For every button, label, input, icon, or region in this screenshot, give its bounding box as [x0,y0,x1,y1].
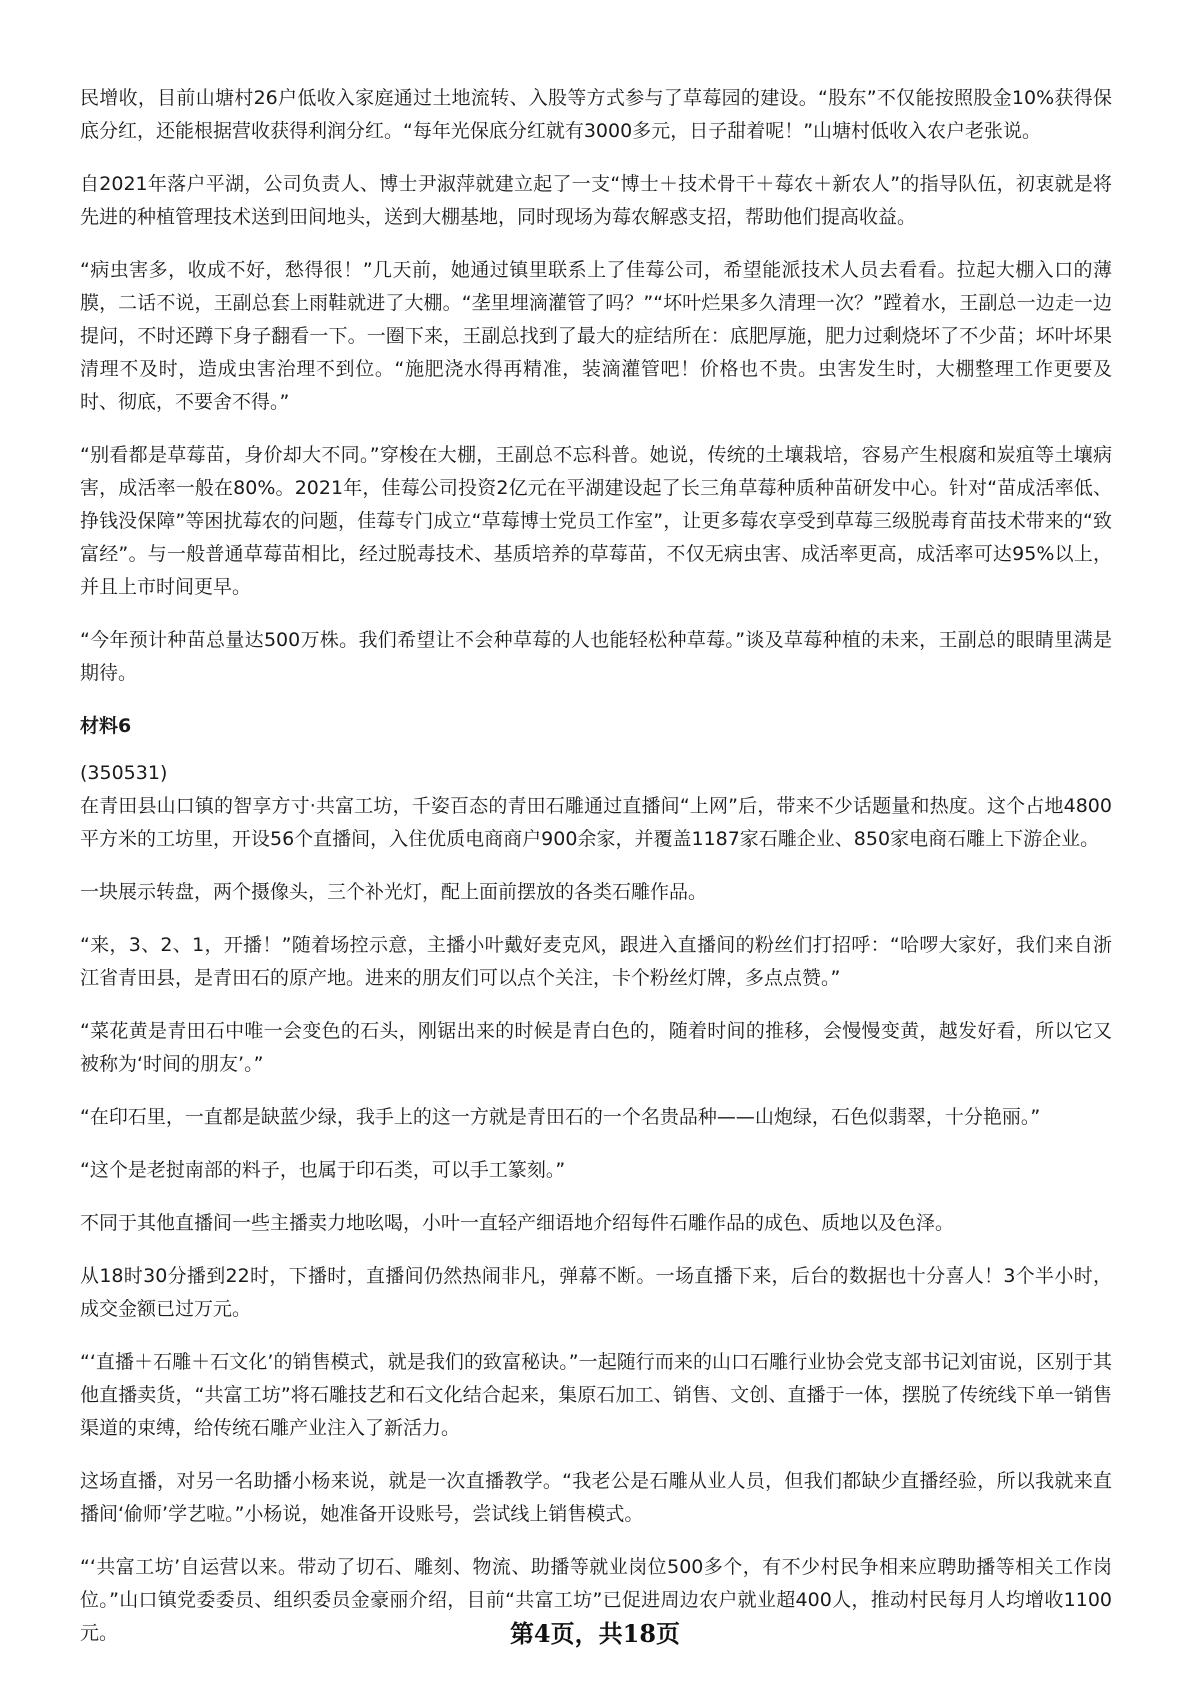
paragraph: “菜花黄是青田石中唯一会变色的石头，刚锯出来的时候是青白色的，随着时间的推移，会慢慢变黄，越发好看，所以它又被称为‘时间的朋友’。” [80,1020,1112,1075]
paragraph: 民增收，目前山塘村26户低收入家庭通过土地流转、入股等方式参与了草莓园的建设。“股东”不仅能按照股金10%获得保底分红，还能根据营收获得利润分红。“每年光保底分红就有3000多元，日子甜着呢！”山塘村低收入农户老张说。 [80,87,1112,142]
paragraph: “这个是老挝南部的料子，也属于印石类，可以手工篆刻。” [80,1159,566,1181]
paragraph: “别看都是草莓苗，身价却大不同。”穿梭在大棚，王副总不忘科普。她说，传统的土壤栽培，容易产生根腐和炭疽等土壤病害，成活率一般在80%。2021年，佳莓公司投资2亿元在平湖建设起了长三角草莓种质种苗研发中心。针对“苗成活率低、挣钱没保障”等困扰莓农的问题，佳莓专门成立“草莓博士党员工作室”，让更多莓农享受到草莓三级脱毒育苗技术带来的“致富经”。与一般普通草莓苗相比，经过脱毒技术、基质培养的草莓苗，不仅无病虫害、成活率更高，成活率可达95%以上，并且上市时间更早。 [80,444,1112,598]
paragraph: “‘共富工坊’自运营以来。带动了切石、雕刻、物流、助播等就业岗位500多个，有不少村民争相来应聘助播等相关工作岗位。”山口镇党委委员、组织委员金豪丽介绍，目前“共富工坊”已促进周边农户就业超400人，推动村民每月人均增收1100元。 [80,1556,1112,1644]
paragraph: “在印石里，一直都是缺蓝少绿，我手上的这一方就是青田石的一个名贵品种——山炮绿，石色似翡翠，十分艳丽。” [80,1106,1041,1128]
paragraph: 一块展示转盘，两个摄像头，三个补光灯，配上面前摆放的各类石雕作品。 [80,881,708,903]
paragraph: “来，3、2、1，开播！”随着场控示意，主播小叶戴好麦克风，跟进入直播间的粉丝们打招呼：“哈啰大家好，我们来自浙江省青田县，是青田石的原产地。进来的朋友们可以点个关注，卡个粉丝灯牌，多点点赞。” [80,934,1112,989]
paragraph: 在青田县山口镇的智享方寸·共富工坊，千姿百态的青田石雕通过直播间“上网”后，带来不少话题量和热度。这个占地4800平方米的工坊里，开设56个直播间，入住优质电商商户900余家，并覆盖1187家石雕企业、850家电商石雕上下游企业。 [80,795,1112,850]
paragraph: “病虫害多，收成不好，愁得很！”几天前，她通过镇里联系上了佳莓公司，希望能派技术人员去看看。拉起大棚入口的薄膜，二话不说，王副总套上雨鞋就进了大棚。“垄里埋滴灌管了吗？”“坏叶烂果多久清理一次？”蹚着水，王副总一边走一边提问，不时还蹲下身子翻看一下。一圈下来，王副总找到了最大的症结所在：底肥厚施，肥力过剩烧坏了不少苗；坏叶坏果清理不及时，造成虫害治理不到位。“施肥浇水得再精准，装滴灌管吧！价格也不贵。虫害发生时，大棚整理工作更要及时、彻底，不要舍不得。” [80,259,1112,413]
paragraph: 这场直播，对另一名助播小杨来说，就是一次直播教学。“我老公是石雕从业人员，但我们都缺少直播经验，所以我就来直播间‘偷师’学艺啦。”小杨说，她准备开设账号，尝试线上销售模式。 [80,1470,1112,1525]
paragraph: 从18时30分播到22时，下播时，直播间仍然热闹非凡，弹幕不断。一场直播下来，后台的数据也十分喜人！3个半小时，成交金额已过万元。 [80,1265,1112,1320]
material-heading: 材料6 [80,715,132,737]
page-number-footer: 第4页，共18页 [509,1619,681,1648]
paragraph: 自2021年落户平湖，公司负责人、博士尹淑萍就建立起了一支“博士＋技术骨干＋莓农＋新农人”的指导队伍，初衷就是将先进的种植管理技术送到田间地头，送到大棚基地，同时现场为莓农解惑支招，帮助他们提高收益。 [80,173,1112,228]
paragraph: 不同于其他直播间一些主播卖力地吆喝，小叶一直轻产细语地介绍每件石雕作品的成色、质地以及色泽。 [80,1212,955,1234]
paragraph: “‘直播＋石雕＋石文化’的销售模式，就是我们的致富秘诀。”一起随行而来的山口石雕行业协会党支部书记刘宙说，区别于其他直播卖货，“共富工坊”将石雕技艺和石文化结合起来，集原石加工、销售、文创、直播于一体，摆脱了传统线下单一销售渠道的束缚，给传统石雕产业注入了新活力。 [80,1351,1112,1439]
paragraph: “今年预计种苗总量达500万株。我们希望让不会种草莓的人也能轻松种草莓。”谈及草莓种植的未来，王副总的眼睛里满是期待。 [80,629,1112,684]
material-code: (350531) [80,762,168,784]
page-content [80,82,1112,1670]
